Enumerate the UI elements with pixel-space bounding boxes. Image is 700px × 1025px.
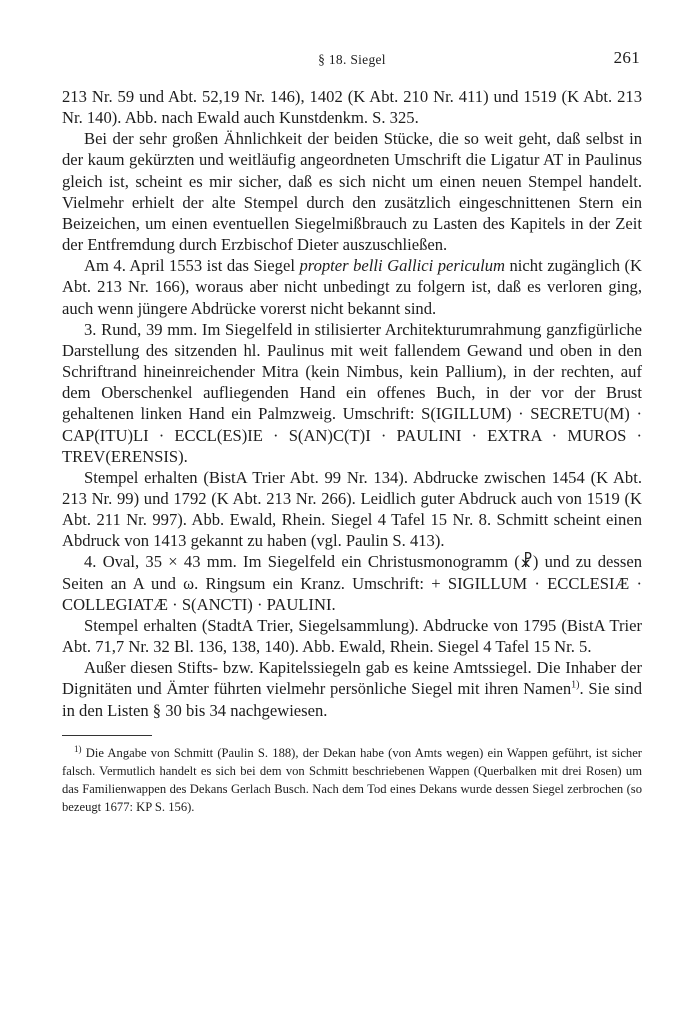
- paragraph: [62, 86, 642, 128]
- page-number: 261: [613, 48, 640, 67]
- text-run: Bei der sehr großen Ähnlichkeit der beiden Stücke, die so weit geht, daß selbst in der kaum gekürzten und weitläufig angeordneten Umschrift die Ligatur AT in Paulinus gleich ist, scheint es mir sicher, daß es sich nicht um einen neuen Stempel handelt. Vielmehr erhielt der alte Stempel durch den zusätzlich eingeschnittenen Stern ein Beizeichen, um einen eventuellen Siegelmißbrauch zu Lasten des Kapitels in der Zeit der Entfremdung durch Erzbischof Dieter auszuschließen.: [62, 129, 642, 255]
- footnotes: [62, 744, 642, 816]
- footnote-marker: 1): [74, 743, 82, 754]
- book-page: [62, 40, 642, 816]
- running-title: § 18. Siegel: [318, 52, 386, 67]
- footnote-text: Die Angabe von Schmitt (Paulin S. 188), der Dekan habe (von Amts wegen) ein Wappen geführt, ist sicher falsch. Vermutlich handelt es sich bei dem von Schmitt beschriebenen Wappen (Querbalken mit drei Rosen) um das Familienwappen des Dekans Gerlach Busch. Nach dem Tod eines Dekans wurde dessen Siegel zerbrochen (so bezeugt 1677: KP S. 156).: [62, 745, 642, 814]
- text-run: Stempel erhalten (BistA Trier Abt. 99 Nr. 134). Abdrucke zwischen 1454 (K Abt. 213 Nr. 99) und 1792 (K Abt. 213 Nr. 266). Leidlich guter Abdruck auch von 1519 (K Abt. 211 Nr. 997). Abb. Ewald, Rhein. Siegel 4 Tafel 15 Nr. 8. Schmitt scheint einen Abdruck von 1413 gekannt zu haben (vgl. Paulin S. 413).: [62, 467, 642, 551]
- paragraph: [62, 615, 642, 657]
- text-run: Stempel erhalten (StadtA Trier, Siegelsammlung). Abdrucke von 1795 (BistA Trier Abt. 71,7 Nr. 32 Bl. 136, 138, 140). Abb. Ewald, Rhein. Siegel 4 Tafel 15 Nr. 5.: [62, 615, 642, 657]
- paragraph: [62, 657, 642, 720]
- footnote-divider: [62, 735, 152, 736]
- paragraph: [62, 467, 642, 552]
- text-run: Am 4. April 1553 ist das Siegel: [84, 256, 300, 276]
- page-header: [62, 40, 642, 66]
- text-run: Außer diesen Stifts- bzw. Kapitelssiegeln gab es keine Amtssiegel. Die Inhaber der Dignitäten und Ämter führten vielmehr persönliche Siegel mit ihren Namen: [62, 658, 642, 699]
- text-run: nicht zugänglich (K Abt. 213 Nr. 166), woraus aber nicht unbedingt zu folgern ist, daß es verloren ging, auch wenn jüngere Abdrücke vorerst nicht bekannt sind.: [62, 256, 643, 318]
- text-run: 3. Rund, 39 mm. Im Siegelfeld in stilisierter Architekturumrahmung ganzfigürliche Darstellung des sitzenden hl. Paulinus mit weit fallendem Gewand und oben in den Schriftrand hineinreichender Mitra (kein Nimbus, kein Pallium), in der rechten, auf dem Oberschenkel aufliegenden Hand ein offenes Buch, in der vor der Brust gehaltenen linken Hand ein Palmzweig. Umschrift: S(IGILLUM) · SECRETU(M) · CAP(ITU)LI · ECCL(ES)IE · S(AN)C(T)I · PAULINI · EXTRA · MUROS · TREV(ERENSIS).: [62, 319, 642, 466]
- italic-phrase: propter belli Gallici periculum: [299, 256, 505, 276]
- paragraph: [62, 551, 642, 614]
- text-run: 213 Nr. 59 und Abt. 52,19 Nr. 146), 1402 (K Abt. 210 Nr. 411) und 1519 (K Abt. 213 Nr. 140). Abb. nach Ewald auch Kunstdenkm. S. 325.: [62, 87, 642, 128]
- footnote-reference: 1): [571, 679, 580, 691]
- footnote-1: [62, 744, 642, 816]
- text-run: . Sie sind in den Listen § 30 bis 34 nachgewiesen.: [62, 679, 642, 720]
- main-text: [62, 86, 642, 721]
- paragraph: [62, 255, 642, 318]
- paragraph: [62, 319, 642, 467]
- paragraph: [62, 128, 642, 255]
- text-run: 4. Oval, 35 × 43 mm. Im Siegelfeld ein Christusmonogramm (☧) und zu dessen Seiten an A und ω. Ringsum ein Kranz. Umschrift: + SIGILLUM · ECCLESIÆ · COLLEGIATÆ · S(ANCTI) · PAULINI.: [62, 552, 642, 614]
